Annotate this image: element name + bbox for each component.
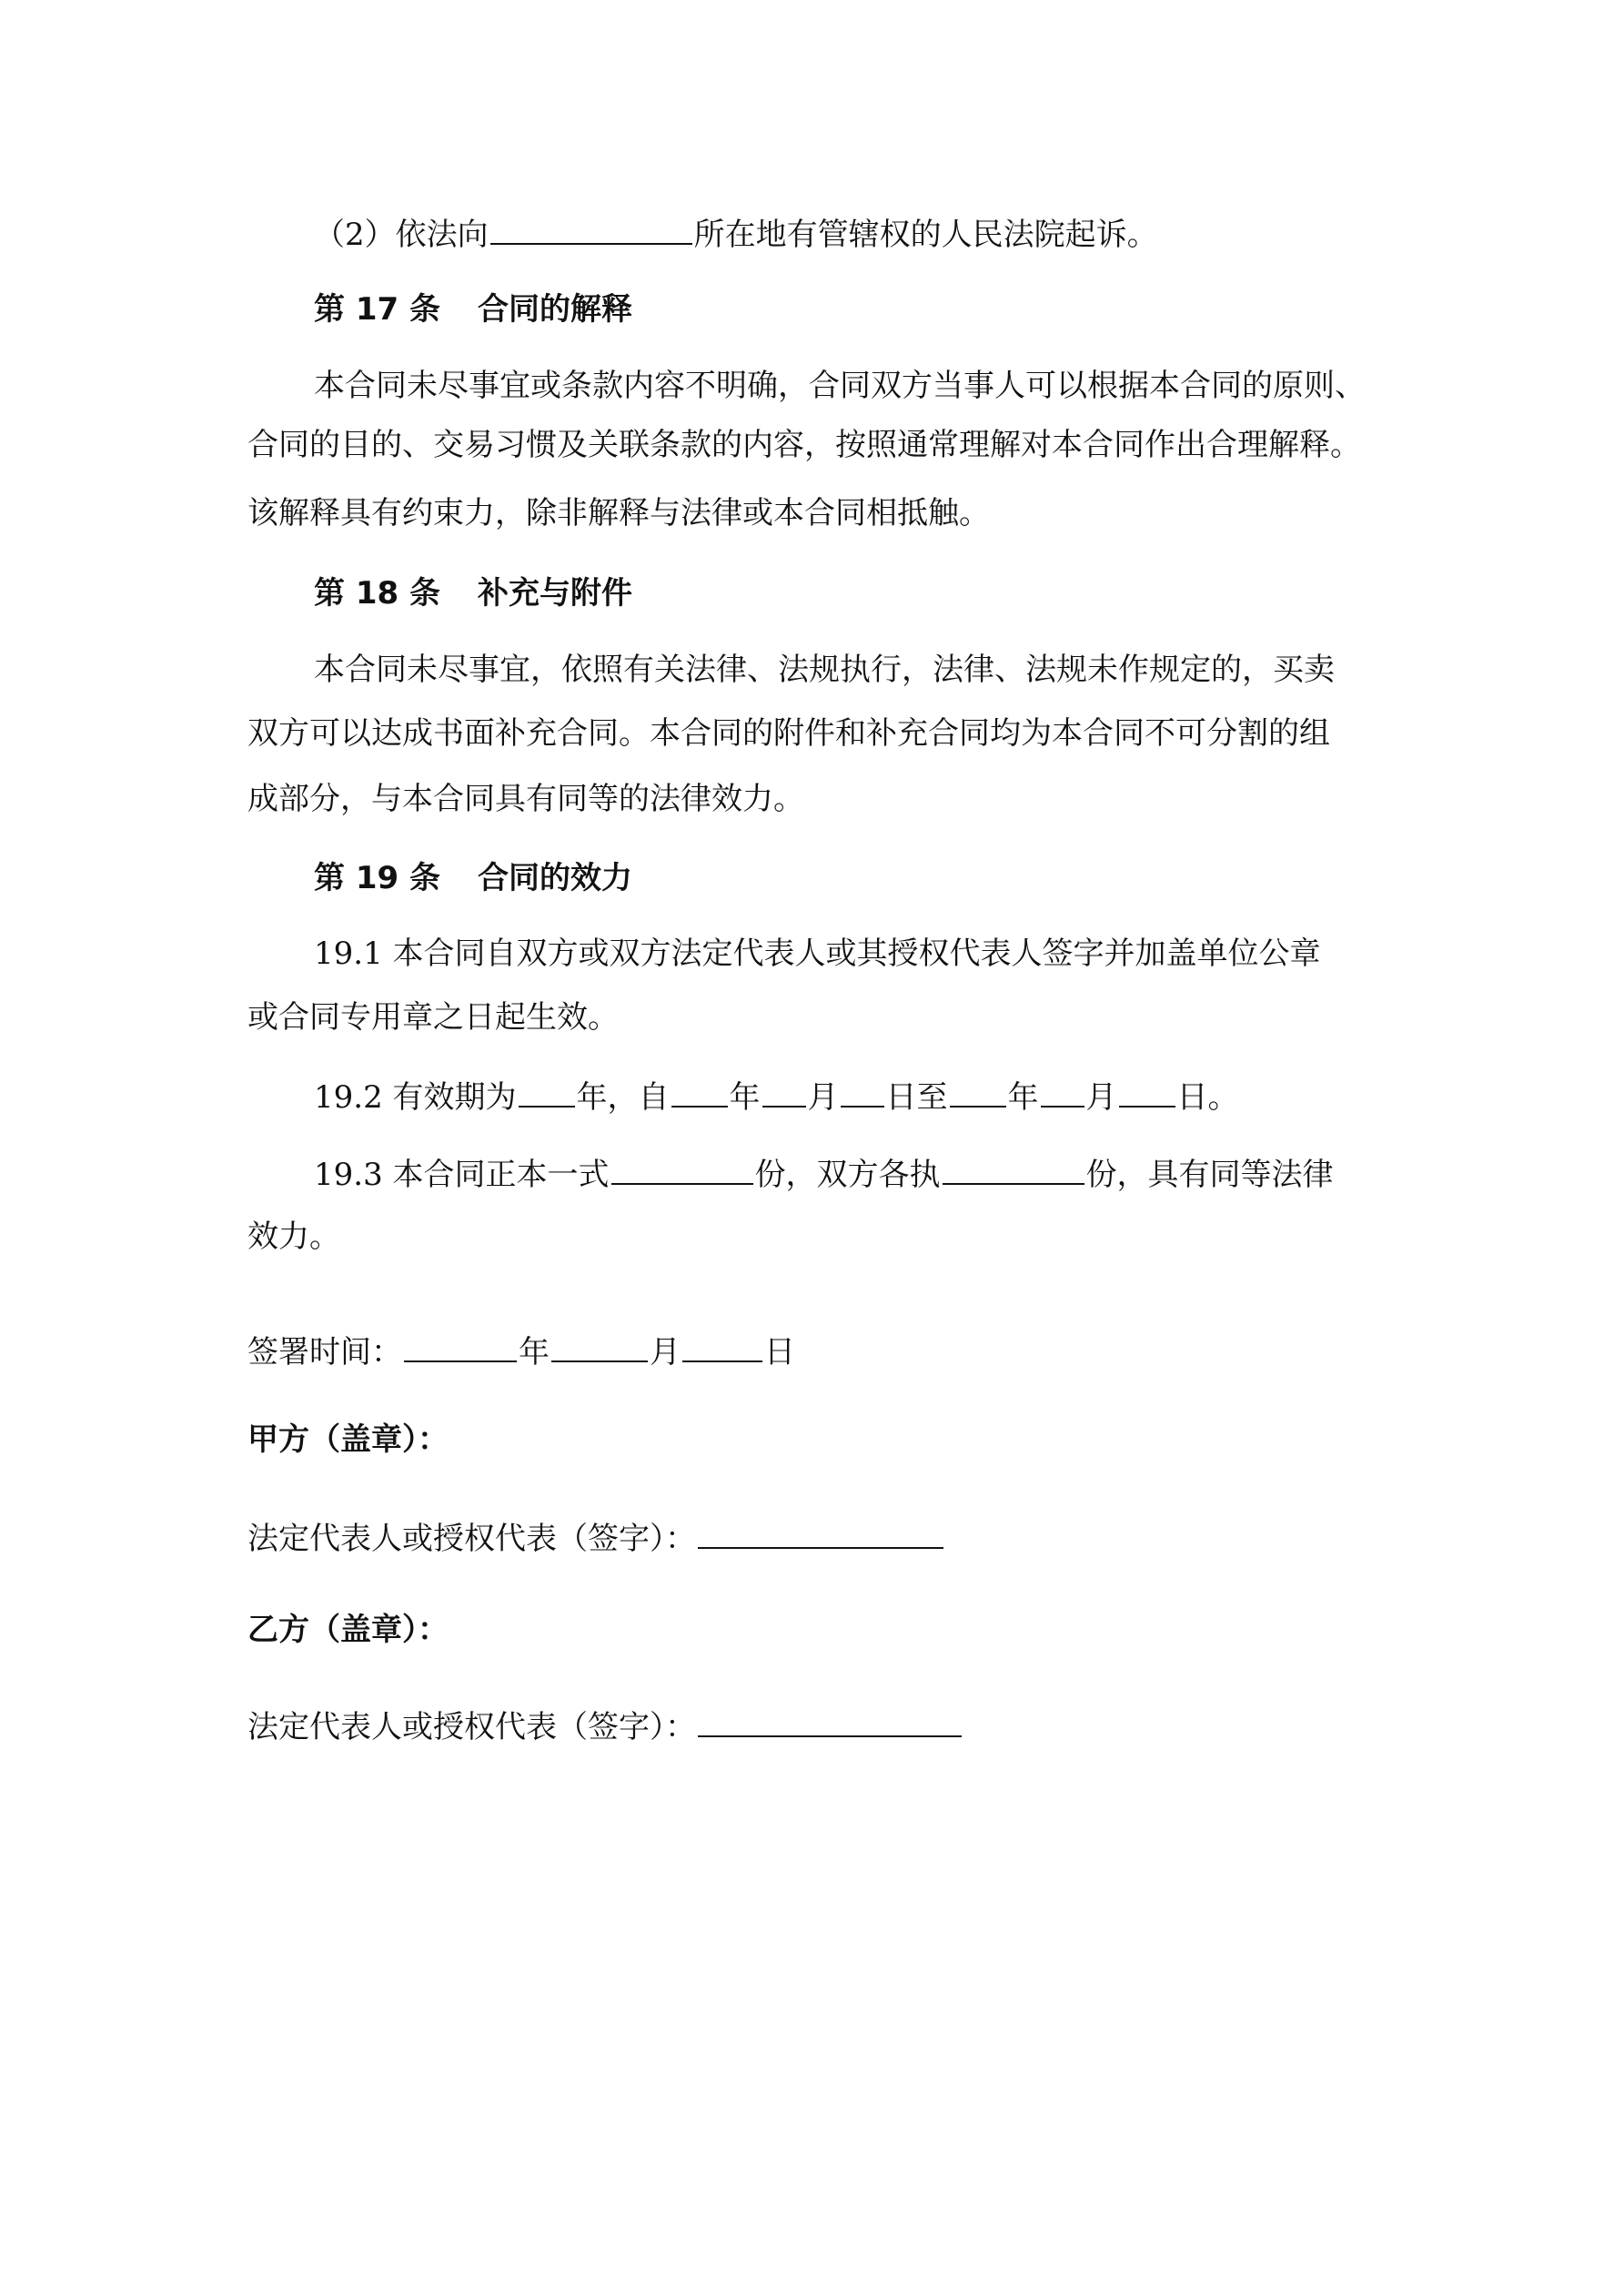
clause19-p2-text: 月: [1085, 1079, 1117, 1116]
clause19-p2-text: 日至: [885, 1079, 948, 1116]
clause16-item2-prefix: （2）依法向: [314, 217, 489, 253]
signing-day-label: 日: [764, 1334, 795, 1371]
clause18-number: 第 18 条: [314, 575, 440, 612]
clause19-heading: [314, 860, 1460, 896]
validity-years-blank[interactable]: [519, 1077, 575, 1108]
start-day-blank[interactable]: [841, 1077, 884, 1108]
end-year-blank[interactable]: [950, 1077, 1006, 1108]
clause19-p3-text: 份，具有同等法律: [1085, 1157, 1334, 1193]
clause17-number: 第 17 条: [314, 291, 440, 328]
clause16-item2: [314, 214, 1460, 253]
clause18-para-line: 成部分，与本合同具有同等的法律效力。: [247, 781, 804, 817]
clause16-item2-suffix: 所在地有管辖权的人民法院起诉。: [693, 217, 1158, 253]
signing-month-label: 月: [650, 1334, 681, 1371]
clause17-para-line: 合同的目的、交易习惯及关联条款的内容，按照通常理解对本合同作出合理解释。: [247, 427, 1361, 463]
signing-date: [247, 1331, 1394, 1371]
clause19-p2-text: 年，自: [576, 1079, 670, 1116]
start-year-blank[interactable]: [671, 1077, 728, 1108]
clause19-p2: [314, 1077, 1460, 1116]
clause19-p2-text: 19.2 有效期为: [314, 1079, 517, 1116]
court-location-blank[interactable]: [490, 214, 692, 245]
party-a-rep: [247, 1518, 1394, 1557]
signing-year-blank[interactable]: [404, 1331, 517, 1362]
party-b-signature-blank[interactable]: [698, 1706, 962, 1737]
party-a-signature-blank[interactable]: [698, 1518, 943, 1549]
signing-year-label: 年: [519, 1334, 550, 1371]
clause19-title: 合同的效力: [478, 860, 632, 896]
party-a-label: 甲方（盖章）：: [247, 1421, 449, 1458]
start-month-blank[interactable]: [762, 1077, 806, 1108]
clause18-title: 补充与附件: [478, 575, 632, 612]
party-a-rep-label: 法定代表人或授权代表（签字）：: [247, 1521, 696, 1557]
clause17-title: 合同的解释: [478, 291, 632, 328]
party-b-rep-label: 法定代表人或授权代表（签字）：: [247, 1709, 696, 1745]
clause17-para-line: 该解释具有约束力，除非解释与法律或本合同相抵触。: [247, 495, 990, 531]
clause19-number: 第 19 条: [314, 860, 440, 896]
clause19-p2-text: 年: [1007, 1079, 1039, 1116]
clause18-para-line: 本合同未尽事宜，依照有关法律、法规执行，法律、法规未作规定的，买卖: [314, 652, 1335, 688]
end-month-blank[interactable]: [1041, 1077, 1084, 1108]
clause19-p2-text: 日。: [1176, 1079, 1239, 1116]
clause19-p3-text: 份，双方各执: [754, 1157, 941, 1193]
clause19-p3: [314, 1154, 1460, 1193]
clause19-p2-text: 月: [807, 1079, 839, 1116]
clause19-p1-line: 或合同专用章之日起生效。: [247, 999, 619, 1036]
clause19-p3-line2: 效力。: [247, 1219, 340, 1255]
party-b-label: 乙方（盖章）：: [247, 1612, 449, 1648]
party-b-rep: [247, 1706, 1394, 1745]
end-day-blank[interactable]: [1119, 1077, 1175, 1108]
signing-day-blank[interactable]: [682, 1331, 762, 1362]
clause17-heading: [314, 291, 1460, 328]
clause17-para-line: 本合同未尽事宜或条款内容不明确，合同双方当事人可以根据本合同的原则、: [314, 368, 1366, 404]
clause19-p2-text: 年: [729, 1079, 761, 1116]
signing-date-label: 签署时间：: [247, 1334, 402, 1371]
clause18-para-line: 双方可以达成书面补充合同。本合同的附件和补充合同均为本合同不可分割的组: [247, 715, 1330, 752]
original-copies-blank[interactable]: [611, 1154, 753, 1185]
each-party-copies-blank[interactable]: [943, 1154, 1084, 1185]
clause19-p1-line: 19.1 本合同自双方或双方法定代表人或其授权代表人签字并加盖单位公章: [314, 936, 1321, 972]
clause18-heading: [314, 575, 1460, 612]
clause19-p3-text: 19.3 本合同正本一式: [314, 1157, 610, 1193]
signing-month-blank[interactable]: [551, 1331, 648, 1362]
